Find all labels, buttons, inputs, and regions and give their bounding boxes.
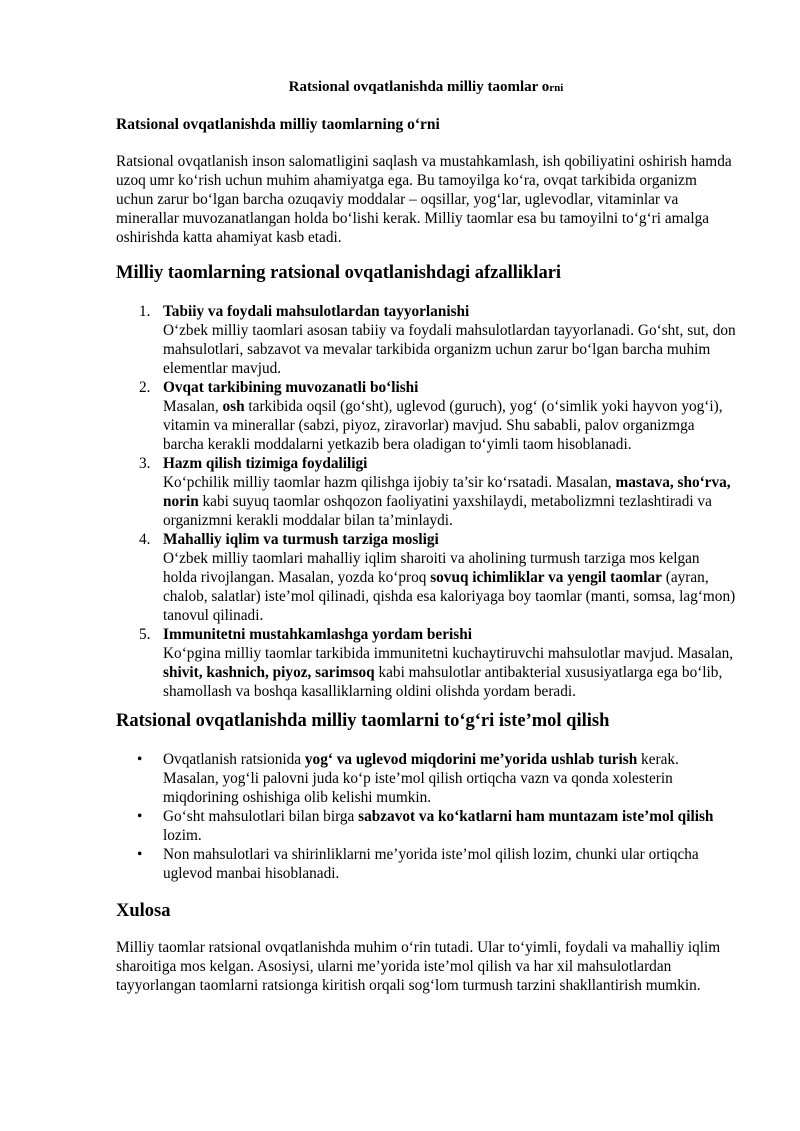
item-bold-text: shivit, kashnich, piyoz, sarimsoq	[163, 664, 375, 681]
item-text-cont: kerak. Masalan, yog‘li palovni juda ko‘p iste’mol qilish ortiqcha vazn va qonda xolesterin miqdorining oshishiga olib kelishi mumkin.	[163, 751, 679, 806]
usage-list	[116, 750, 736, 883]
item-number: 1.	[139, 303, 151, 320]
advantages-list	[116, 302, 736, 701]
item-text: Ovqatlanish ratsionida	[163, 751, 305, 768]
usage-item-3	[116, 845, 736, 883]
item-number: 4.	[139, 531, 151, 548]
conclusion-paragraph: Milliy taomlar ratsional ovqatlanishda muhim o‘rin tutadi. Ular to‘yimli, foydali va mahalliy iqlim sharoitiga mos kelgan. Asosiysi, ularni me’yorida iste’mol qilish va har xil mahsulotlardan tayyorlangan taomlarni ratsionga kiritish orqali sog‘lom turmush tarzini shakllantirish mumkin.	[116, 939, 721, 994]
item-text: O‘zbek milliy taomlari mahalliy iqlim sharoiti va aholining turmush tarziga mos kelgan holda rivojlangan. Masalan, yozda ko‘proq	[163, 550, 700, 586]
item-text-cont: tarkibida oqsil (go‘sht), uglevod (guruch), yog‘ (o‘simlik yoki hayvon yog‘i), vitamin va minerallar (sabzi, piyoz, ziravorlar) mavjud. Shu sababli, palov organizmga barcha kerakli moddalarni yetkazib bera oladigan to‘yimli taom hisoblanadi.	[163, 398, 723, 453]
item-text: Non mahsulotlari va shirinliklarni me’yorida iste’mol qilish lozim, chunki ular ortiqcha uglevod manbai hisoblanadi.	[163, 846, 699, 882]
item-text: Ko‘pchilik milliy taomlar hazm qilishga ijobiy ta’sir ko‘rsatadi. Masalan,	[163, 474, 616, 491]
usage-item-2	[116, 807, 736, 845]
usage-heading: Ratsional ovqatlanishda milliy taomlarni to‘g‘ri iste’mol qilish	[116, 711, 610, 731]
item-title: Ovqat tarkibining muvozanatli bo‘lishi	[163, 379, 419, 396]
advantage-item-5	[116, 625, 736, 701]
item-bold-text: yog‘ va uglevod miqdorini me’yorida ushlab turish	[304, 751, 638, 768]
document-subtitle: Ratsional ovqatlanishda milliy taomlarning o‘rni	[116, 116, 440, 133]
item-title: Immunitetni mustahkamlashga yordam berishi	[163, 626, 472, 643]
item-bold-text: osh	[222, 398, 245, 415]
item-title: Hazm qilish tizimiga foydaliligi	[163, 455, 368, 472]
item-text-cont: lozim.	[163, 827, 202, 844]
item-bold-text: mastava, sho‘rva, norin	[163, 474, 731, 510]
advantage-item-2	[116, 378, 736, 454]
item-text: O‘zbek milliy taomlari asosan tabiiy va foydali mahsulotlardan tayyorlanadi. Go‘sht, sut, don mahsulotlari, sabzavot va mevalar tarkibida organizm uchun zarur bo‘lgan barcha muhim elementlar mavjud.	[163, 322, 736, 377]
title-suffix: rni	[549, 82, 564, 94]
advantage-item-4	[116, 530, 736, 625]
advantage-item-1	[116, 302, 736, 378]
item-bold-text: sovuq ichimliklar va yengil taomlar	[430, 569, 662, 586]
item-text: Ko‘pgina milliy taomlar tarkibida immunitetni kuchaytiruvchi mahsulotlar mavjud. Masalan,	[163, 645, 734, 662]
intro-paragraph: Ratsional ovqatlanish inson salomatligini saqlash va mustahkamlash, ish qobiliyatini oshirish hamda uzoq umr ko‘rish uchun muhim ahamiyatga ega. Bu tamoyilga ko‘ra, ovqat tarkibida organizm uchun zarur bo‘lgan barcha ozuqaviy moddalar – oqsillar, yog‘lar, uglevodlar, vitaminlar va minerallar muvozanatlangan holda bo‘lishi kerak. Milliy taomlar esa bu tamoyilni to‘g‘ri amalga oshirishda katta ahamiyat kasb etadi.	[116, 153, 732, 246]
item-text-cont: kabi mahsulotlar antibakterial xususiyatlarga ega bo‘lib, shamollash va boshqa kasalliklarning oldini olishda yordam beradi.	[163, 664, 723, 700]
document-title	[116, 78, 736, 97]
item-number: 3.	[139, 455, 151, 472]
title-main: Ratsional ovqatlanishda milliy taomlar o	[288, 79, 550, 95]
bullet-icon: •	[137, 751, 143, 768]
item-text-cont: kabi suyuq taomlar oshqozon faoliyatini yaxshilaydi, metabolizmni tezlashtiradi va organizmni kerakli moddalar bilan ta’minlaydi.	[163, 493, 712, 529]
bullet-icon: •	[137, 808, 143, 825]
conclusion-heading: Xulosa	[116, 901, 171, 921]
item-number: 5.	[139, 626, 151, 643]
advantages-heading: Milliy taomlarning ratsional ovqatlanishdagi afzalliklari	[116, 263, 562, 283]
item-title: Tabiiy va foydali mahsulotlardan tayyorlanishi	[163, 303, 470, 320]
item-text: Masalan,	[163, 398, 223, 415]
bullet-icon: •	[137, 846, 143, 863]
item-number: 2.	[139, 379, 151, 396]
item-text-cont: (ayran, chalob, salatlar) iste’mol qilinadi, qishda esa kaloriyaga boy taomlar (manti, somsa, lag‘mon) tanovul qilinadi.	[163, 569, 736, 624]
advantage-item-3	[116, 454, 736, 530]
item-text: Go‘sht mahsulotlari bilan birga	[163, 808, 359, 825]
item-title: Mahalliy iqlim va turmush tarziga mosligi	[163, 531, 439, 548]
item-bold-text: sabzavot va ko‘katlarni ham muntazam iste’mol qilish	[358, 808, 714, 825]
usage-item-1	[116, 750, 736, 807]
